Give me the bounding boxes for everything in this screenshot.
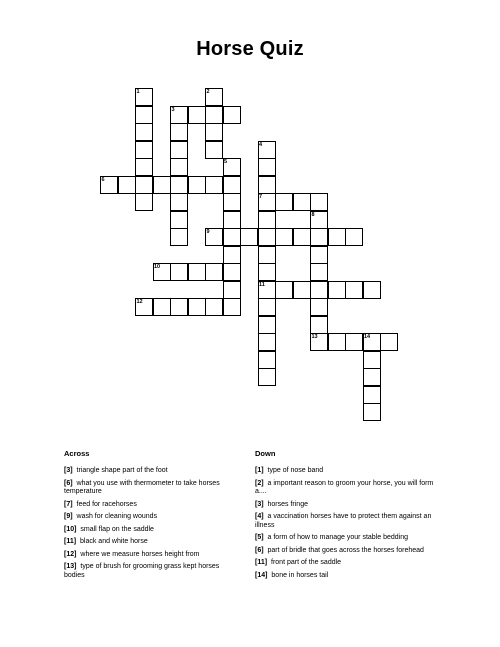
grid-cell[interactable]	[258, 228, 276, 246]
grid-cell[interactable]	[258, 351, 276, 369]
across-clue: [3] triangle shape part of the foot	[64, 467, 168, 474]
grid-cell[interactable]	[170, 141, 188, 159]
across-clues-section	[64, 449, 234, 584]
grid-cell[interactable]	[135, 123, 153, 141]
grid-cell[interactable]	[188, 176, 206, 194]
grid-cell[interactable]	[363, 386, 381, 404]
grid-cell[interactable]	[170, 211, 188, 229]
grid-cell[interactable]	[345, 228, 363, 246]
clue-number-label: 5	[224, 159, 228, 165]
across-clue: [9] wash for cleaning wounds	[64, 513, 158, 520]
down-clues-section	[255, 449, 435, 584]
grid-cell[interactable]	[135, 158, 153, 176]
clue-number-label: 7	[259, 194, 263, 200]
grid-cell[interactable]	[310, 298, 328, 316]
grid-cell[interactable]	[258, 176, 276, 194]
across-clue: [7] feed for racehorses	[64, 500, 137, 508]
down-heading: Down	[255, 449, 276, 458]
grid-cell[interactable]	[170, 176, 188, 194]
grid-cell[interactable]	[153, 176, 171, 194]
puzzle-title: Horse Quiz	[196, 38, 304, 60]
clue-number-label: 1	[136, 89, 140, 95]
grid-cell[interactable]	[275, 193, 293, 211]
grid-cell[interactable]	[258, 263, 276, 281]
grid-cell[interactable]	[118, 176, 136, 194]
grid-cell[interactable]	[310, 193, 328, 211]
clue-number-label: 6	[101, 176, 105, 183]
clue-number-label: 12	[136, 299, 143, 305]
clue-number-label: 4	[259, 141, 263, 148]
grid-cell[interactable]	[223, 106, 241, 124]
grid-cell[interactable]	[258, 158, 276, 176]
grid-cell[interactable]	[258, 316, 276, 334]
grid-cell[interactable]	[135, 141, 153, 159]
clue-number-label: 14	[364, 334, 371, 340]
down-clue: [6] part of bridle that goes across the horses forehead	[255, 546, 424, 554]
grid-cell[interactable]	[258, 298, 276, 316]
across-clue: [13] type of brush for grooming grass kept horses bodies	[64, 563, 220, 579]
grid-cell[interactable]	[363, 351, 381, 369]
grid-cell[interactable]	[170, 263, 188, 281]
down-clue: [3] horses fringe	[255, 500, 308, 508]
grid-cell[interactable]	[310, 281, 328, 299]
grid-cell[interactable]	[223, 246, 241, 264]
grid-cell[interactable]	[170, 158, 188, 176]
down-clue: [1] type of nose band	[255, 467, 324, 474]
grid-cell[interactable]	[345, 281, 363, 299]
grid-cell[interactable]	[205, 176, 223, 194]
clue-number-label: 2	[206, 89, 210, 95]
grid-cell[interactable]	[293, 228, 311, 246]
across-clue: [6] what you use with thermometer to take horses temperature	[64, 479, 220, 495]
grid-cell[interactable]	[258, 246, 276, 264]
down-clue: [4] a vaccination horses have to protect them against an illness	[255, 513, 432, 529]
grid-cell[interactable]	[135, 193, 153, 211]
grid-cell[interactable]	[345, 333, 363, 351]
grid-cell[interactable]	[328, 228, 346, 246]
across-heading: Across	[64, 449, 90, 458]
down-clue: [2] a important reason to groom your horse, you will form a....	[255, 479, 434, 495]
down-clue: [5] a form of how to manage your stable bedding	[255, 534, 408, 541]
grid-cell[interactable]	[170, 228, 188, 246]
grid-cell[interactable]	[223, 211, 241, 229]
clue-number-label: 8	[311, 211, 315, 218]
grid-cell[interactable]	[170, 298, 188, 316]
grid-cell[interactable]	[275, 281, 293, 299]
across-clue: [12] where we measure horses height from	[64, 550, 200, 558]
grid-cell[interactable]	[380, 333, 398, 351]
grid-cell[interactable]	[240, 228, 258, 246]
clue-number-label: 11	[259, 281, 265, 288]
grid-cell[interactable]	[153, 298, 171, 316]
grid-cell[interactable]	[188, 263, 206, 281]
grid-cell[interactable]	[258, 211, 276, 229]
grid-cell[interactable]	[170, 193, 188, 211]
grid-cell[interactable]	[223, 281, 241, 299]
grid-cell[interactable]	[223, 176, 241, 194]
grid-cell[interactable]	[293, 281, 311, 299]
grid-cell[interactable]	[223, 298, 241, 316]
clue-number-label: 9	[206, 229, 210, 235]
grid-cell[interactable]	[328, 333, 346, 351]
grid-cell[interactable]	[188, 298, 206, 316]
grid-cell[interactable]	[275, 228, 293, 246]
grid-cell[interactable]	[310, 246, 328, 264]
clue-number-label: 13	[311, 334, 318, 340]
grid-cell[interactable]	[310, 263, 328, 281]
grid-cell[interactable]	[328, 281, 346, 299]
across-clue: [11] black and white horse	[64, 538, 148, 545]
clue-number-label: 3	[171, 106, 175, 113]
grid-cell[interactable]	[223, 228, 241, 246]
grid-cell[interactable]	[363, 368, 381, 386]
grid-cell[interactable]	[223, 263, 241, 281]
across-clue: [10] small flap on the saddle	[64, 525, 154, 533]
grid-cell[interactable]	[258, 368, 276, 386]
grid-cell[interactable]	[205, 141, 223, 159]
grid-cell[interactable]	[188, 106, 206, 124]
grid-cell[interactable]	[363, 403, 381, 421]
grid-cell[interactable]	[258, 333, 276, 351]
grid-cell[interactable]	[223, 193, 241, 211]
grid-cell[interactable]	[135, 106, 153, 124]
grid-cell[interactable]	[310, 316, 328, 334]
clue-number-label: 10	[154, 264, 161, 270]
grid-cell[interactable]	[205, 106, 223, 124]
grid-cell[interactable]	[170, 123, 188, 141]
grid-cell[interactable]	[293, 193, 311, 211]
grid-cell[interactable]	[205, 263, 223, 281]
grid-cell[interactable]	[205, 298, 223, 316]
down-clue: [11] front part of the saddle	[255, 559, 342, 566]
grid-cell[interactable]	[135, 176, 153, 194]
down-clue: [14] bone in horses tail	[255, 571, 329, 579]
grid-cell[interactable]	[205, 123, 223, 141]
grid-cell[interactable]	[310, 228, 328, 246]
grid-cell[interactable]	[363, 281, 381, 299]
